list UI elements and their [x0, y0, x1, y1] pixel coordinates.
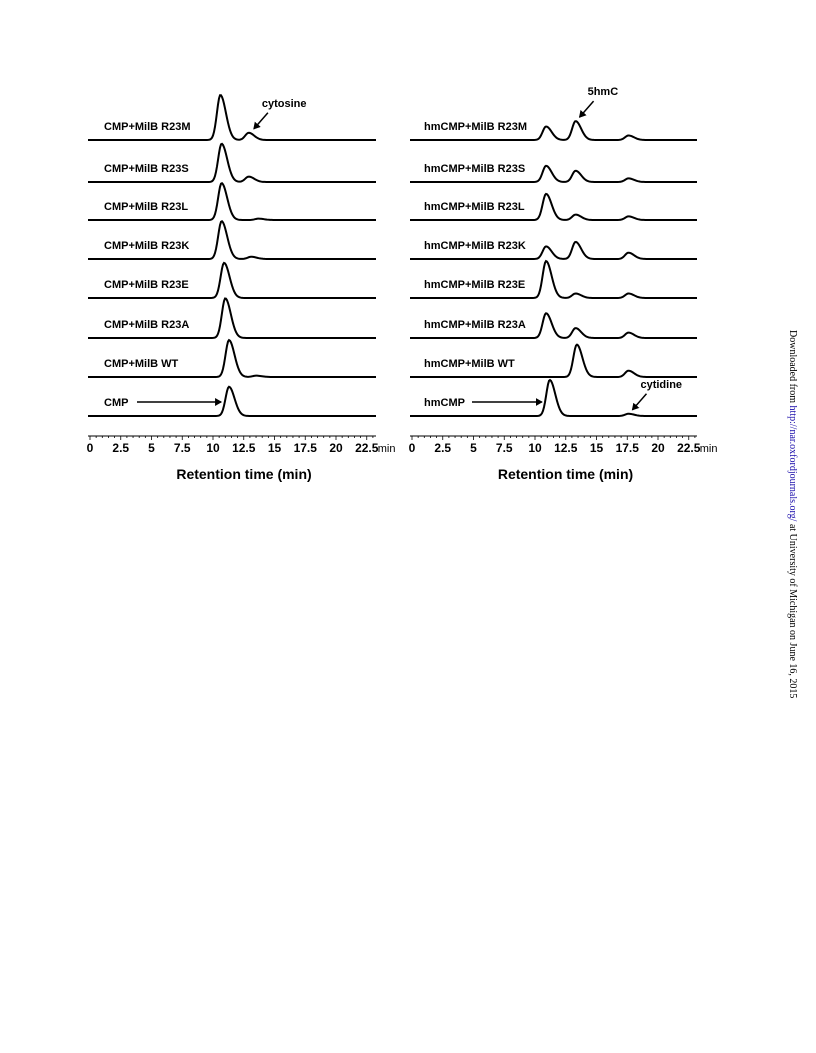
trace-label: hmCMP+MilB R23K: [424, 240, 526, 252]
x-tick-label: 7.5: [495, 441, 513, 455]
x-unit-label: min: [377, 443, 396, 455]
x-tick-label: 7.5: [173, 441, 191, 455]
trace-label: hmCMP+MilB R23A: [424, 319, 526, 331]
x-tick-label: 20: [651, 441, 665, 455]
trace-label: hmCMP+MilB R23S: [424, 163, 526, 175]
x-tick-label: 15: [589, 441, 604, 455]
x-tick-label: 20: [329, 441, 343, 455]
download-prefix: Downloaded from: [787, 330, 798, 406]
annotation-arrow: [632, 394, 646, 410]
trace-label: CMP+MilB R23A: [104, 319, 190, 331]
annotation-arrow: [254, 113, 268, 129]
trace-label: CMP+MilB R23K: [104, 240, 190, 252]
trace-label: CMP: [104, 397, 129, 409]
x-axis-right: [409, 436, 718, 482]
trace-cmp: [88, 387, 376, 416]
x-tick-label: 10: [528, 441, 542, 455]
x-tick-label: 2.5: [112, 441, 130, 455]
x-axis-left: [87, 436, 396, 482]
trace-label: CMP+MilB R23S: [104, 163, 189, 175]
trace-label: hmCMP+MilB R23L: [424, 201, 525, 213]
chromatogram-panel-left: [87, 95, 396, 482]
x-tick-label: 12.5: [232, 441, 256, 455]
journal-link[interactable]: http://nar.oxfordjournals.org/: [787, 405, 798, 522]
trace-label: hmCMP+MilB R23E: [424, 279, 526, 291]
x-tick-label: 17.5: [293, 441, 317, 455]
x-tick-label: 2.5: [434, 441, 452, 455]
annotation-label: cytidine: [640, 378, 683, 391]
x-tick-label: 12.5: [554, 441, 578, 455]
x-tick-label: 10: [206, 441, 220, 455]
annotation-arrow: [580, 101, 594, 117]
trace-label: CMP+MilB R23E: [104, 279, 189, 291]
trace-label: hmCMP+MilB WT: [424, 358, 515, 370]
trace-cmp-milb-r23m: [88, 95, 376, 140]
trace-label: hmCMP: [424, 397, 465, 409]
x-tick-label: 0: [86, 441, 94, 455]
download-notice: [787, 330, 798, 698]
x-tick-label: 22.5: [677, 441, 701, 455]
chromatogram-panel-right: [409, 86, 718, 482]
trace-label: CMP+MilB R23M: [104, 121, 191, 133]
x-tick-label: 22.5: [355, 441, 379, 455]
x-tick-label: 17.5: [615, 441, 639, 455]
annotation-label: 5hmC: [587, 86, 619, 99]
x-tick-label: 15: [267, 441, 282, 455]
download-suffix: at University of Michigan on June 16, 2015: [787, 521, 798, 699]
x-axis-title: Retention time (min): [176, 466, 312, 482]
x-tick-label: 5: [470, 441, 477, 455]
x-tick-label: 5: [148, 441, 155, 455]
x-tick-label: 0: [408, 441, 416, 455]
x-unit-label: min: [699, 443, 718, 455]
trace-label: CMP+MilB WT: [104, 358, 179, 370]
annotation-label: cytosine: [261, 97, 307, 110]
x-axis-title: Retention time (min): [497, 466, 634, 482]
trace-label: hmCMP+MilB R23M: [424, 121, 527, 133]
trace-label: CMP+MilB R23L: [104, 201, 189, 213]
